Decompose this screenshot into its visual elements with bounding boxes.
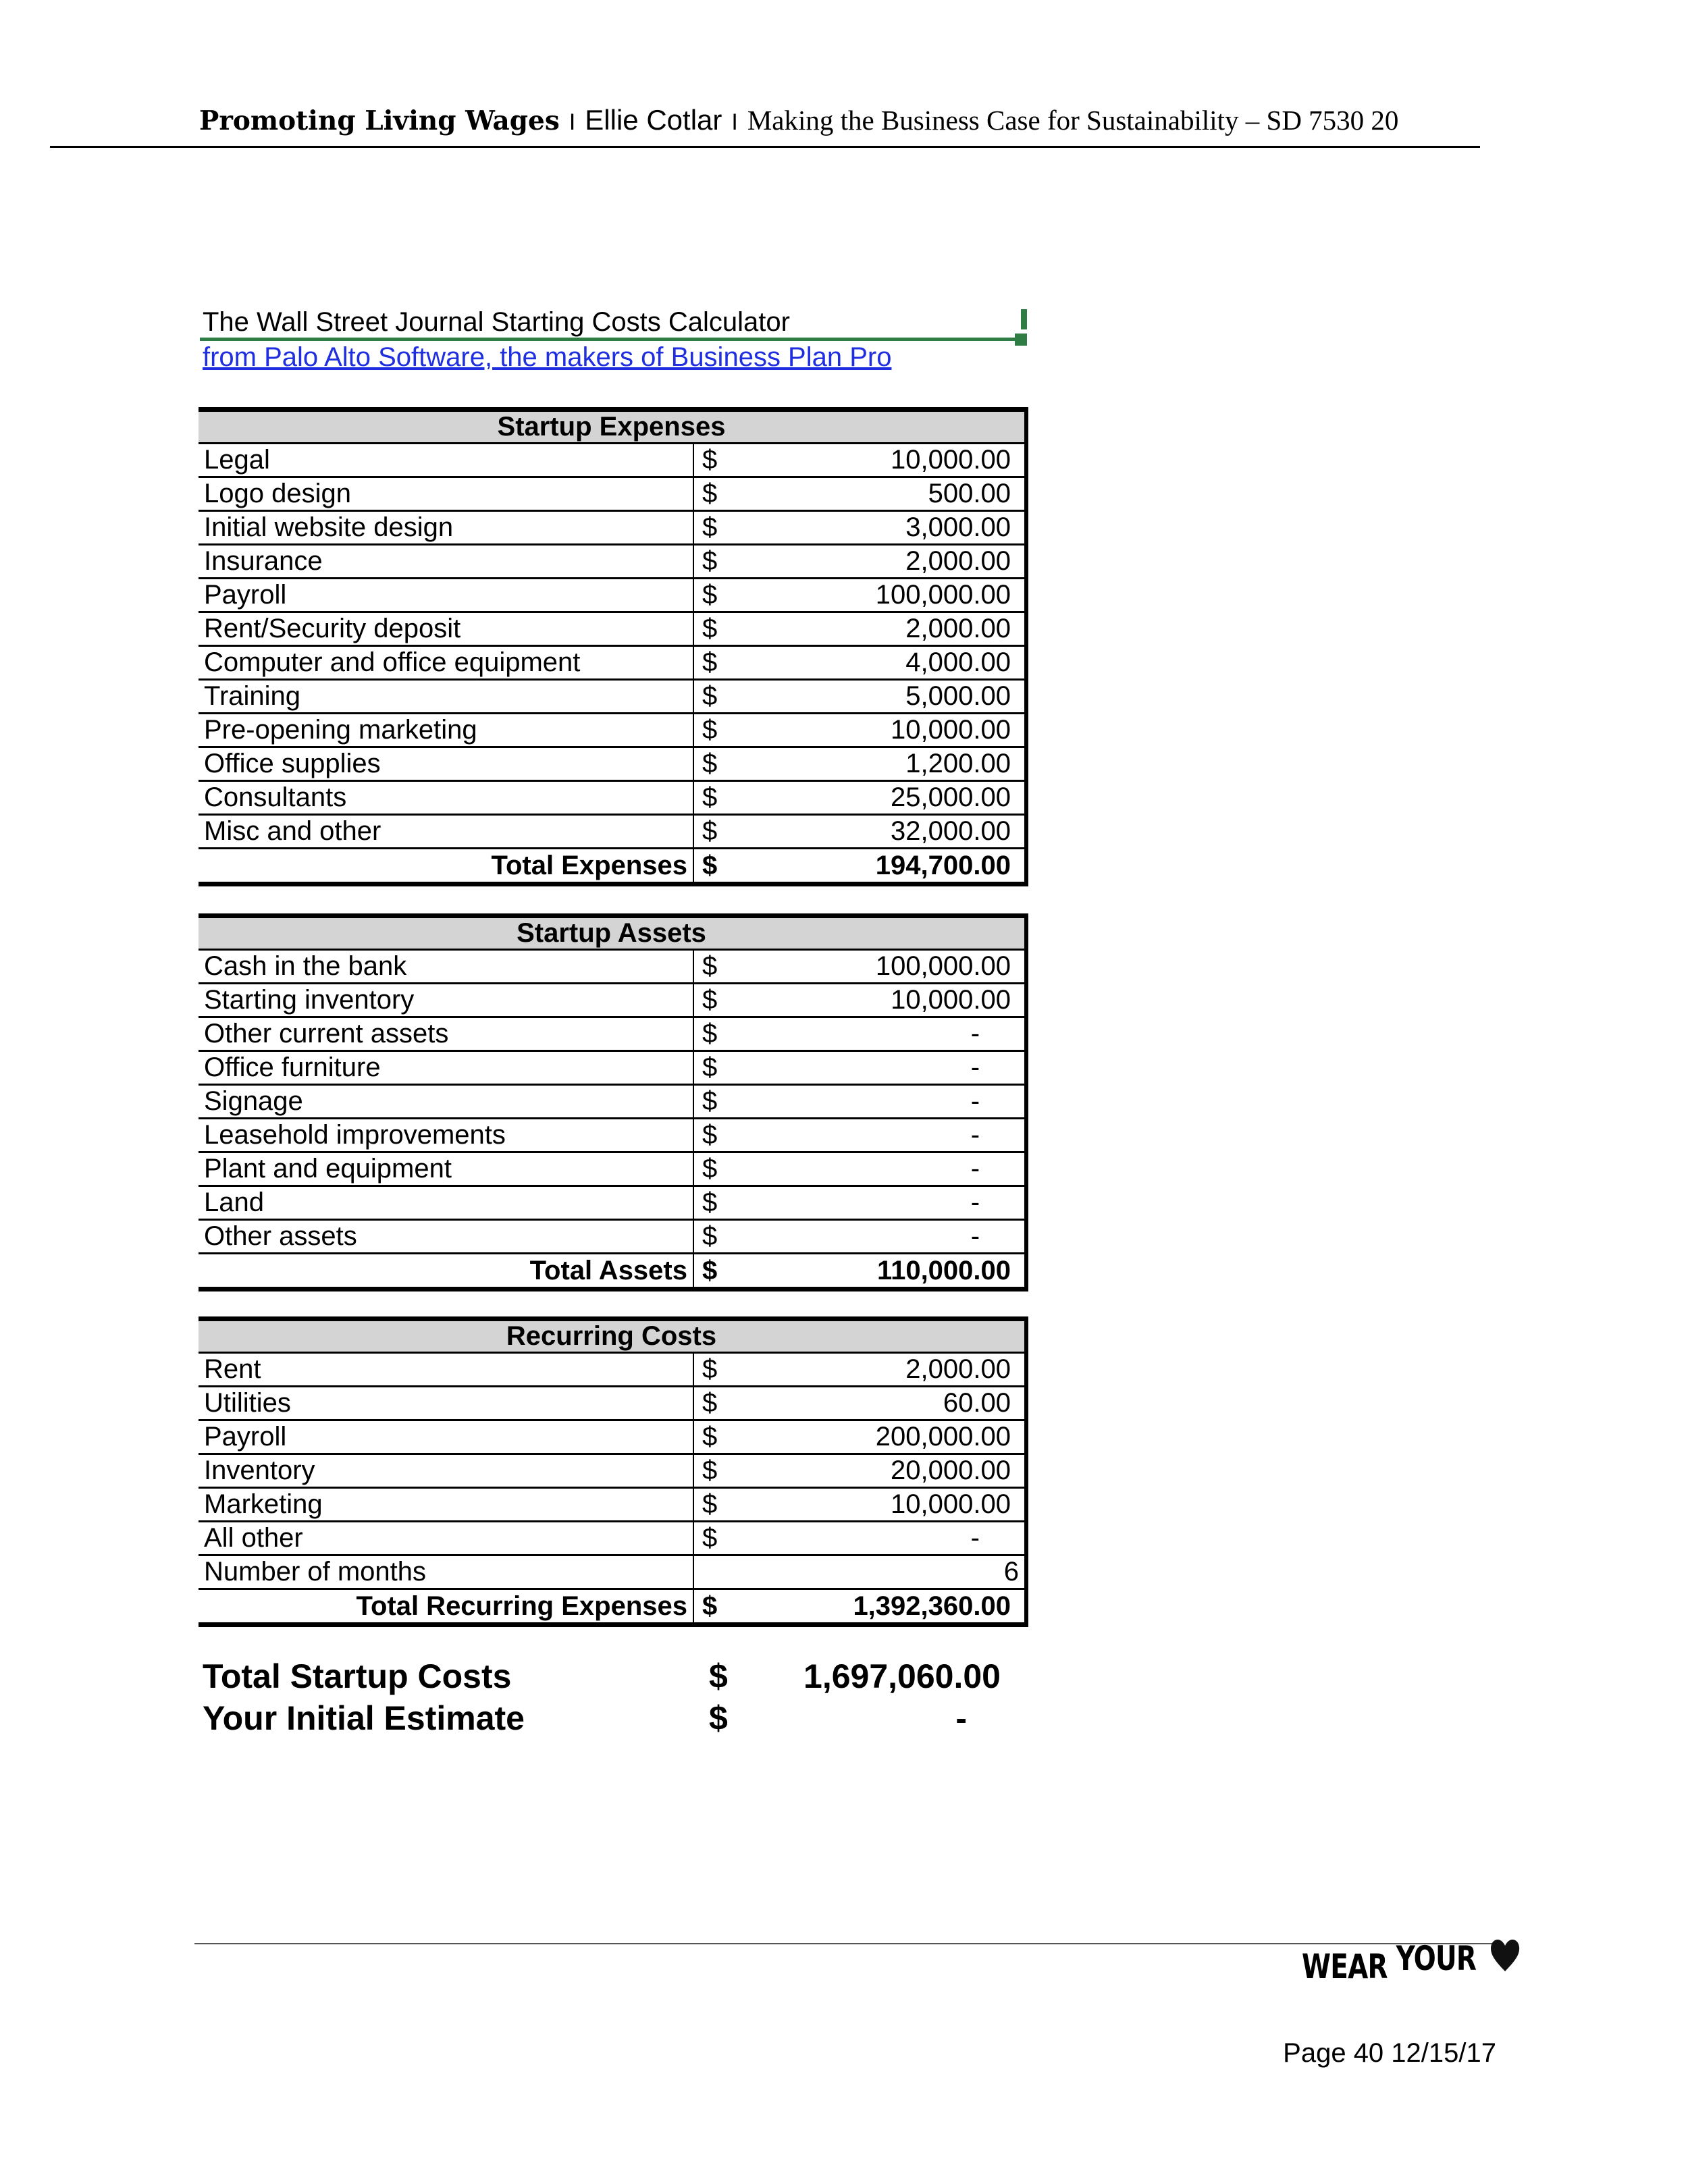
row-value: 3,000.00 <box>727 511 1026 545</box>
row-value: 60.00 <box>727 1387 1026 1420</box>
currency-symbol: $ <box>693 680 727 714</box>
currency-symbol: $ <box>693 1522 727 1555</box>
table-row <box>199 646 1026 680</box>
row-value: 2,000.00 <box>727 612 1026 646</box>
row-value: 32,000.00 <box>727 815 1026 849</box>
currency-symbol: $ <box>693 984 727 1017</box>
currency-symbol: $ <box>693 781 727 815</box>
row-value: - <box>727 1522 1026 1555</box>
currency-symbol: $ <box>693 579 727 612</box>
table-row <box>199 444 1026 477</box>
total-row <box>199 1254 1026 1289</box>
table-row <box>199 747 1026 781</box>
row-label: Inventory <box>199 1454 693 1488</box>
header-separator: I <box>569 109 576 135</box>
row-label: Marketing <box>199 1488 693 1522</box>
currency-symbol: $ <box>693 646 727 680</box>
row-label: Office furniture <box>199 1051 693 1085</box>
table-row <box>199 984 1026 1017</box>
row-value: - <box>727 1186 1026 1220</box>
currency-symbol: $ <box>693 1420 727 1454</box>
summary-block <box>203 1655 1013 1739</box>
row-label: Plant and equipment <box>199 1152 693 1186</box>
row-label: Rent <box>199 1353 693 1387</box>
row-label: Training <box>199 680 693 714</box>
total-startup-costs-value: 1,697,060.00 <box>803 1657 1001 1695</box>
total-value: 110,000.00 <box>727 1254 1026 1289</box>
currency-symbol: $ <box>693 1085 727 1119</box>
row-label: Misc and other <box>199 815 693 849</box>
table-row <box>199 1454 1026 1488</box>
currency-symbol: $ <box>693 612 727 646</box>
brand-word-wear: WEAR <box>1302 1947 1388 1986</box>
row-label: Office supplies <box>199 747 693 781</box>
row-label: Rent/Security deposit <box>199 612 693 646</box>
empty-cell <box>693 1555 727 1589</box>
row-label: Logo design <box>199 477 693 511</box>
currency-symbol: $ <box>693 1488 727 1522</box>
months-label: Number of months <box>199 1555 693 1589</box>
table-row <box>199 1085 1026 1119</box>
row-value: 100,000.00 <box>727 579 1026 612</box>
table-row <box>199 1152 1026 1186</box>
row-label: Legal <box>199 444 693 477</box>
row-label: Leasehold improvements <box>199 1119 693 1152</box>
currency-symbol: $ <box>693 1353 727 1387</box>
row-label: Cash in the bank <box>199 950 693 984</box>
currency-symbol: $ <box>693 1017 727 1051</box>
row-value: - <box>727 1119 1026 1152</box>
row-value: 2,000.00 <box>727 1353 1026 1387</box>
total-row <box>199 849 1026 884</box>
heart-icon <box>1490 1939 1521 1981</box>
author-name: Ellie Cotlar <box>585 104 722 136</box>
currency-symbol: $ <box>693 1387 727 1420</box>
course-name: Making the Business Case for Sustainability – SD 7530 20 <box>747 105 1399 136</box>
currency-symbol: $ <box>693 747 727 781</box>
row-label: Other assets <box>199 1220 693 1254</box>
total-startup-costs-label: Total Startup Costs <box>203 1657 512 1695</box>
table-row <box>199 815 1026 849</box>
row-value: - <box>727 1085 1026 1119</box>
months-row <box>199 1555 1026 1589</box>
total-label: Total Assets <box>199 1254 693 1289</box>
row-label: Consultants <box>199 781 693 815</box>
palo-alto-link[interactable]: from Palo Alto Software, the makers of Business Plan Pro <box>203 342 892 372</box>
row-label: Starting inventory <box>199 984 693 1017</box>
row-value: 200,000.00 <box>727 1420 1026 1454</box>
row-value: - <box>727 1152 1026 1186</box>
total-label: Total Expenses <box>199 849 693 884</box>
initial-estimate-row <box>203 1697 1013 1739</box>
header-separator: I <box>731 109 738 135</box>
row-value: 500.00 <box>727 477 1026 511</box>
table-row <box>199 1220 1026 1254</box>
table-row <box>199 1488 1026 1522</box>
currency-symbol: $ <box>693 950 727 984</box>
row-label: Land <box>199 1186 693 1220</box>
row-label: Pre-opening marketing <box>199 714 693 747</box>
currency-symbol: $ <box>693 444 727 477</box>
currency-symbol: $ <box>693 1051 727 1085</box>
currency-symbol: $ <box>693 545 727 579</box>
row-value: 1,200.00 <box>727 747 1026 781</box>
total-label: Total Recurring Expenses <box>199 1589 693 1625</box>
table-heading: Startup Assets <box>199 916 1026 950</box>
table-row <box>199 1420 1026 1454</box>
table-row <box>199 1119 1026 1152</box>
row-value: 100,000.00 <box>727 950 1026 984</box>
currency-symbol: $ <box>693 477 727 511</box>
calculator-title: The Wall Street Journal Starting Costs Calculator <box>203 307 790 337</box>
table-row <box>199 950 1026 984</box>
row-value: 10,000.00 <box>727 714 1026 747</box>
currency-symbol: $ <box>693 1152 727 1186</box>
currency-symbol: $ <box>693 1589 727 1625</box>
row-value: 5,000.00 <box>727 680 1026 714</box>
running-header <box>199 100 1398 140</box>
currency-symbol: $ <box>693 714 727 747</box>
row-value: - <box>727 1051 1026 1085</box>
row-label: Signage <box>199 1085 693 1119</box>
row-value: 25,000.00 <box>727 781 1026 815</box>
table-heading: Startup Expenses <box>199 410 1026 444</box>
table-row <box>199 1522 1026 1555</box>
header-divider <box>50 146 1480 148</box>
row-label: Payroll <box>199 1420 693 1454</box>
page-number: Page 40 12/15/17 <box>1283 2038 1496 2068</box>
table-row <box>199 579 1026 612</box>
row-value: 10,000.00 <box>727 1488 1026 1522</box>
row-label: Computer and office equipment <box>199 646 693 680</box>
row-value: 10,000.00 <box>727 984 1026 1017</box>
currency-symbol: $ <box>693 511 727 545</box>
currency-symbol: $ <box>693 1454 727 1488</box>
row-label: Payroll <box>199 579 693 612</box>
initial-estimate-label: Your Initial Estimate <box>203 1699 525 1737</box>
table-row <box>199 545 1026 579</box>
total-startup-costs-row <box>203 1655 1013 1697</box>
table-row <box>199 1353 1026 1387</box>
row-label: Utilities <box>199 1387 693 1420</box>
currency-symbol: $ <box>693 1119 727 1152</box>
table-row <box>199 477 1026 511</box>
currency-symbol: $ <box>693 1220 727 1254</box>
row-label: Other current assets <box>199 1017 693 1051</box>
table-row <box>199 781 1026 815</box>
row-value: 2,000.00 <box>727 545 1026 579</box>
table-heading: Recurring Costs <box>199 1319 1026 1353</box>
table-row <box>199 612 1026 646</box>
row-value: - <box>727 1017 1026 1051</box>
table-row <box>199 1186 1026 1220</box>
row-label: All other <box>199 1522 693 1555</box>
row-value: 4,000.00 <box>727 646 1026 680</box>
recurring-costs-table <box>199 1316 1026 1627</box>
total-row <box>199 1589 1026 1625</box>
row-value: - <box>727 1220 1026 1254</box>
currency-symbol: $ <box>693 1186 727 1220</box>
table-row <box>199 511 1026 545</box>
table-row <box>199 1017 1026 1051</box>
total-value: 194,700.00 <box>727 849 1026 884</box>
currency-symbol: $ <box>693 1254 727 1289</box>
table-row <box>199 1387 1026 1420</box>
row-value: 20,000.00 <box>727 1454 1026 1488</box>
months-value: 6 <box>727 1555 1026 1589</box>
cell-cursor-marker <box>1021 309 1027 329</box>
startup-expenses-table <box>199 407 1026 886</box>
row-value: 10,000.00 <box>727 444 1026 477</box>
table-row <box>199 1051 1026 1085</box>
initial-estimate-value: - <box>955 1699 967 1737</box>
brand-word-your: YOUR <box>1396 1939 1477 1978</box>
brand-logo <box>1302 1938 1521 1996</box>
document-title: Promoting Living Wages <box>199 105 560 136</box>
table-row <box>199 680 1026 714</box>
currency-symbol: $ <box>693 849 727 884</box>
fill-handle[interactable] <box>1015 334 1027 346</box>
row-label: Insurance <box>199 545 693 579</box>
row-label: Initial website design <box>199 511 693 545</box>
startup-assets-table <box>199 913 1026 1291</box>
table-row <box>199 714 1026 747</box>
total-value: 1,392,360.00 <box>727 1589 1026 1625</box>
currency-symbol: $ <box>693 815 727 849</box>
currency-symbol: $ <box>709 1657 728 1695</box>
currency-symbol: $ <box>709 1699 728 1737</box>
